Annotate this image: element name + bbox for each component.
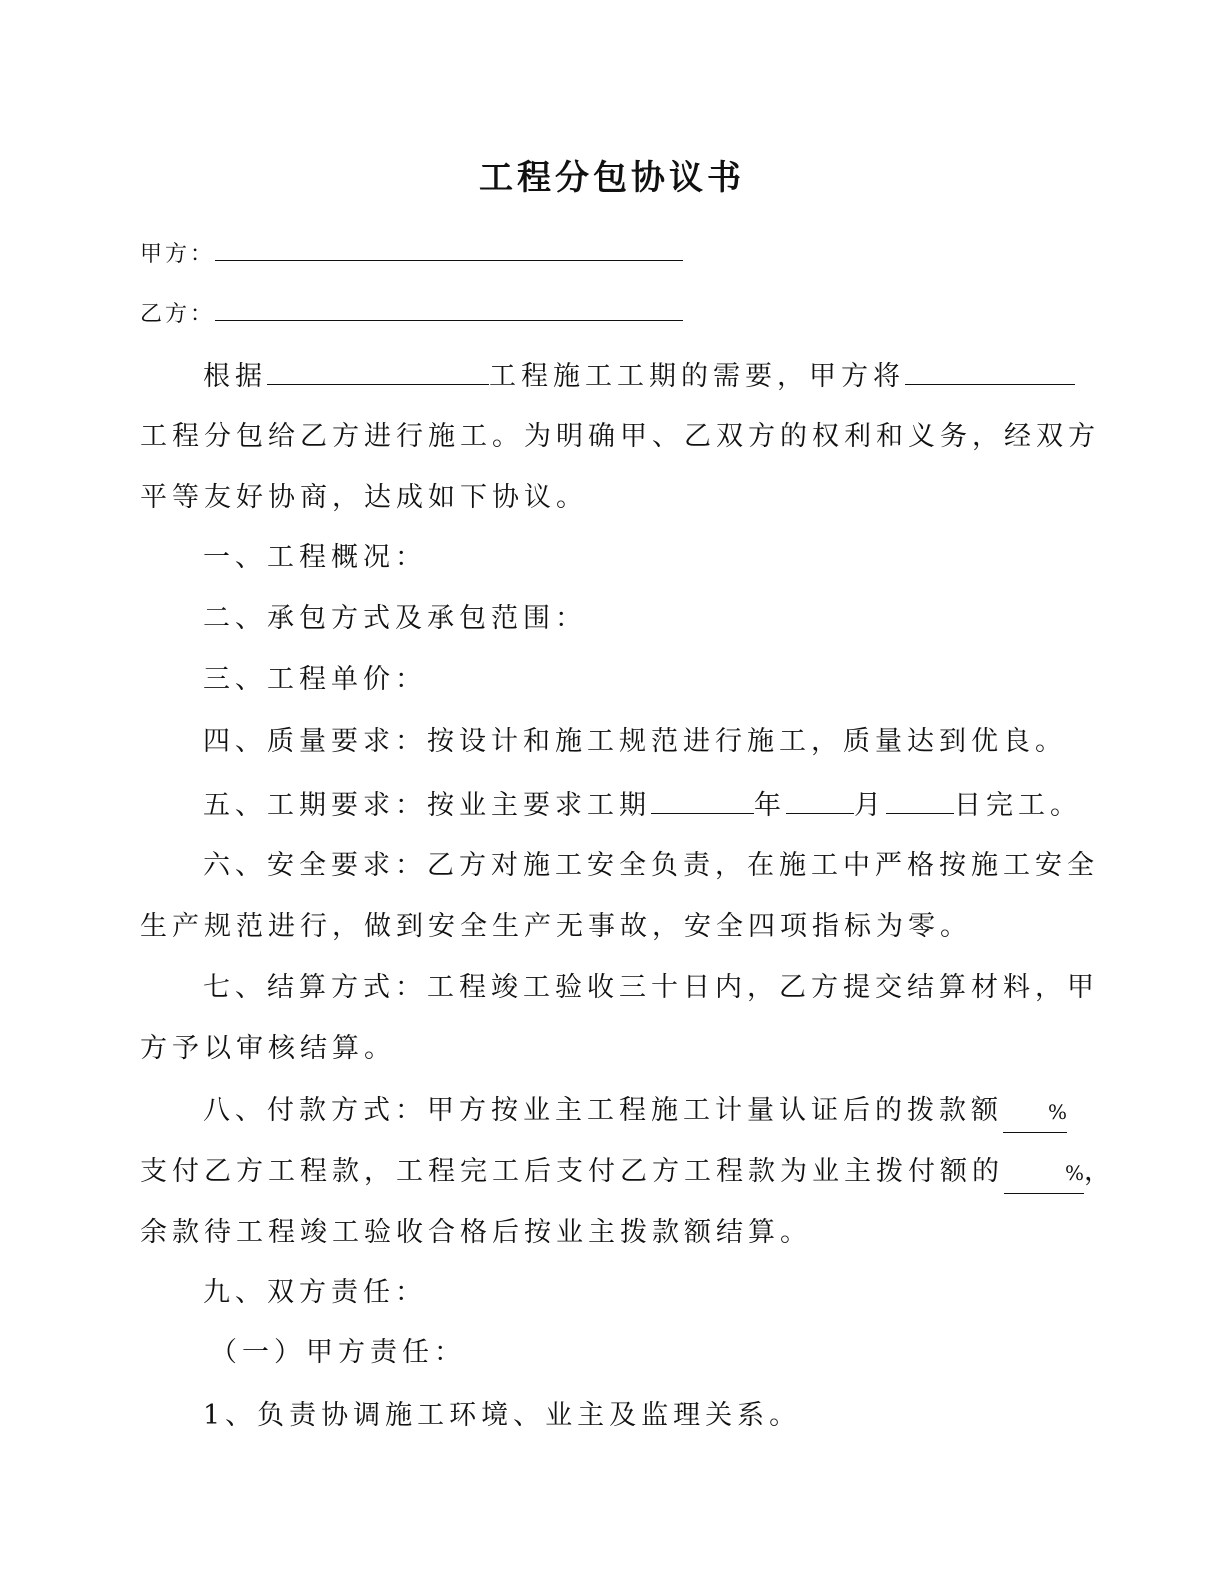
- section-3-heading: 三、工程单价：: [203, 664, 427, 695]
- payment-percent-1-blank: %: [1003, 1092, 1067, 1133]
- intro-text-1b: 工程施工工期的需要，甲方将: [489, 361, 905, 392]
- day-label: 日完工。: [954, 790, 1082, 821]
- section-5-line: [203, 785, 1082, 826]
- section-6-line-1: 六、安全要求：乙方对施工安全负责，在施工中严格按施工安全: [203, 850, 1099, 881]
- party-b-blank: [215, 292, 683, 321]
- party-b-line: [140, 292, 683, 335]
- section-8-line-3: 余款待工程竣工验收合格后按业主拨款额结算。: [140, 1217, 812, 1248]
- section-2-heading: 二、承包方式及承包范围：: [203, 603, 587, 634]
- section-1-heading: 一、工程概况：: [203, 542, 427, 573]
- party-b-label: 乙方：: [140, 302, 216, 327]
- party-a-line: [140, 232, 683, 275]
- section-6-line-2: 生产规范进行，做到安全生产无事故，安全四项指标为零。: [140, 911, 972, 942]
- section-7-line-2: 方予以审核结算。: [140, 1033, 396, 1064]
- party-a-label: 甲方：: [140, 242, 216, 267]
- payment-percent-2-blank: %: [1004, 1153, 1084, 1194]
- party-a-blank: [215, 232, 683, 261]
- month-blank: [786, 785, 854, 814]
- project-name-blank: [267, 356, 489, 385]
- section-8-comma: ，: [1084, 1156, 1116, 1187]
- section-5-text: 五、工期要求：按业主要求工期: [203, 790, 651, 821]
- intro-line-2: 工程分包给乙方进行施工。为明确甲、乙双方的权利和义务，经双方: [140, 421, 1100, 452]
- document-title: 工程分包协议书: [479, 158, 745, 198]
- party-a-duties-heading: （一）甲方责任：: [210, 1337, 466, 1368]
- section-9-heading: 九、双方责任：: [203, 1277, 427, 1308]
- day-blank: [886, 785, 954, 814]
- year-label: 年: [754, 790, 786, 821]
- intro-line-3: 平等友好协商，达成如下协议。: [140, 482, 588, 513]
- section-8-line-2: [140, 1152, 1116, 1194]
- section-8-text-2: 支付乙方工程款，工程完工后支付乙方工程款为业主拨付额的: [140, 1156, 1004, 1187]
- section-8-text-1: 八、付款方式：甲方按业主工程施工计量认证后的拨款额: [203, 1095, 1003, 1126]
- intro-text-1a: 根据: [203, 361, 267, 392]
- month-label: 月: [854, 790, 886, 821]
- year-blank: [651, 785, 754, 814]
- section-7-line-1: 七、结算方式：工程竣工验收三十日内，乙方提交结算材料，甲: [203, 972, 1099, 1003]
- section-8-line-1: [203, 1091, 1067, 1133]
- subcontract-project-blank: [905, 356, 1075, 385]
- section-4-text: 四、质量要求：按设计和施工规范进行施工，质量达到优良。: [203, 726, 1067, 757]
- intro-line-1: [203, 356, 1075, 397]
- party-a-duty-item-1: 1、负责协调施工环境、业主及监理关系。: [203, 1400, 802, 1431]
